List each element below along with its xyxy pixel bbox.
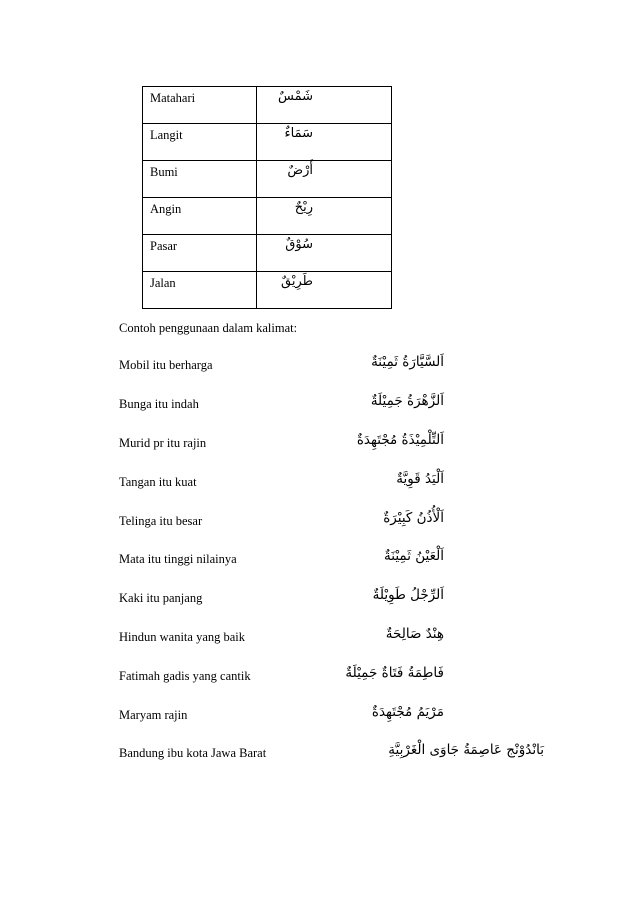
indonesian-word: Bumi — [143, 161, 257, 198]
indonesian-sentence: Mata itu tinggi nilainya — [119, 552, 237, 566]
arabic-sentence: فَاطِمَةُ فَتَاةٌ جَمِيْلَةٌ — [345, 665, 444, 681]
example-intro: Contoh penggunaan dalam kalimat: — [119, 321, 298, 335]
arabic-sentence: هِنْدٌ صَالِحَةٌ — [385, 626, 444, 642]
indonesian-sentence: Bandung ibu kota Jawa Barat — [119, 746, 267, 760]
arabic-word: شَمْسٌ — [257, 87, 392, 124]
list-item — [119, 548, 559, 582]
arabic-sentence: اَلْيَدُ قَوِيَّةٌ — [396, 471, 444, 487]
arabic-sentence: اَلرِّجْلُ طَوِيْلَةٌ — [372, 587, 444, 603]
list-item — [119, 393, 559, 427]
arabic-word: طَرِيْقٌ — [257, 272, 392, 309]
indonesian-sentence: Fatimah gadis yang cantik — [119, 669, 251, 683]
indonesian-sentence: Telinga itu besar — [119, 514, 203, 528]
list-item — [119, 510, 559, 544]
list-item — [119, 587, 559, 621]
indonesian-word: Langit — [143, 124, 257, 161]
arabic-word: سَمَاءٌ — [257, 124, 392, 161]
arabic-sentence: اَلسَّيَّارَةُ ثَمِيْنَةٌ — [371, 354, 444, 370]
arabic-word: رِيْحٌ — [257, 198, 392, 235]
list-item — [119, 626, 559, 660]
arabic-word: سُوْقٌ — [257, 235, 392, 272]
list-item — [119, 665, 559, 699]
list-item — [119, 354, 559, 388]
list-item — [119, 704, 559, 738]
list-item — [119, 432, 559, 466]
indonesian-sentence: Murid pr itu rajin — [119, 436, 207, 450]
indonesian-word: Angin — [143, 198, 257, 235]
indonesian-sentence: Hindun wanita yang baik — [119, 630, 246, 644]
arabic-word: أَرْضٌ — [257, 161, 392, 198]
indonesian-word: Matahari — [143, 87, 257, 124]
list-item — [119, 742, 559, 776]
arabic-sentence: اَلزَّهْرَةُ جَمِيْلَةٌ — [370, 393, 444, 409]
indonesian-sentence: Kaki itu panjang — [119, 591, 203, 605]
indonesian-word: Pasar — [143, 235, 257, 272]
indonesian-sentence: Tangan itu kuat — [119, 475, 197, 489]
arabic-sentence: اَلتِّلْمِيْذَةُ مُجْتَهِدَةٌ — [356, 432, 444, 448]
arabic-sentence: اَلْعَيْنُ ثَمِيْنَةٌ — [384, 548, 444, 564]
indonesian-word: Jalan — [143, 272, 257, 309]
indonesian-sentence: Mobil itu berharga — [119, 358, 213, 372]
arabic-sentence: مَرْيَمُ مُجْتَهِدَةٌ — [371, 704, 444, 720]
arabic-sentence: بَانْدُوْنْج عَاصِمَةُ جَاوَى الْغَرْبِيَّةِ — [388, 742, 544, 758]
list-item — [119, 471, 559, 505]
indonesian-sentence: Maryam rajin — [119, 708, 188, 722]
indonesian-sentence: Bunga itu indah — [119, 397, 199, 411]
arabic-sentence: اَلْأُذُنُ كَبِيْرَةٌ — [383, 510, 444, 526]
